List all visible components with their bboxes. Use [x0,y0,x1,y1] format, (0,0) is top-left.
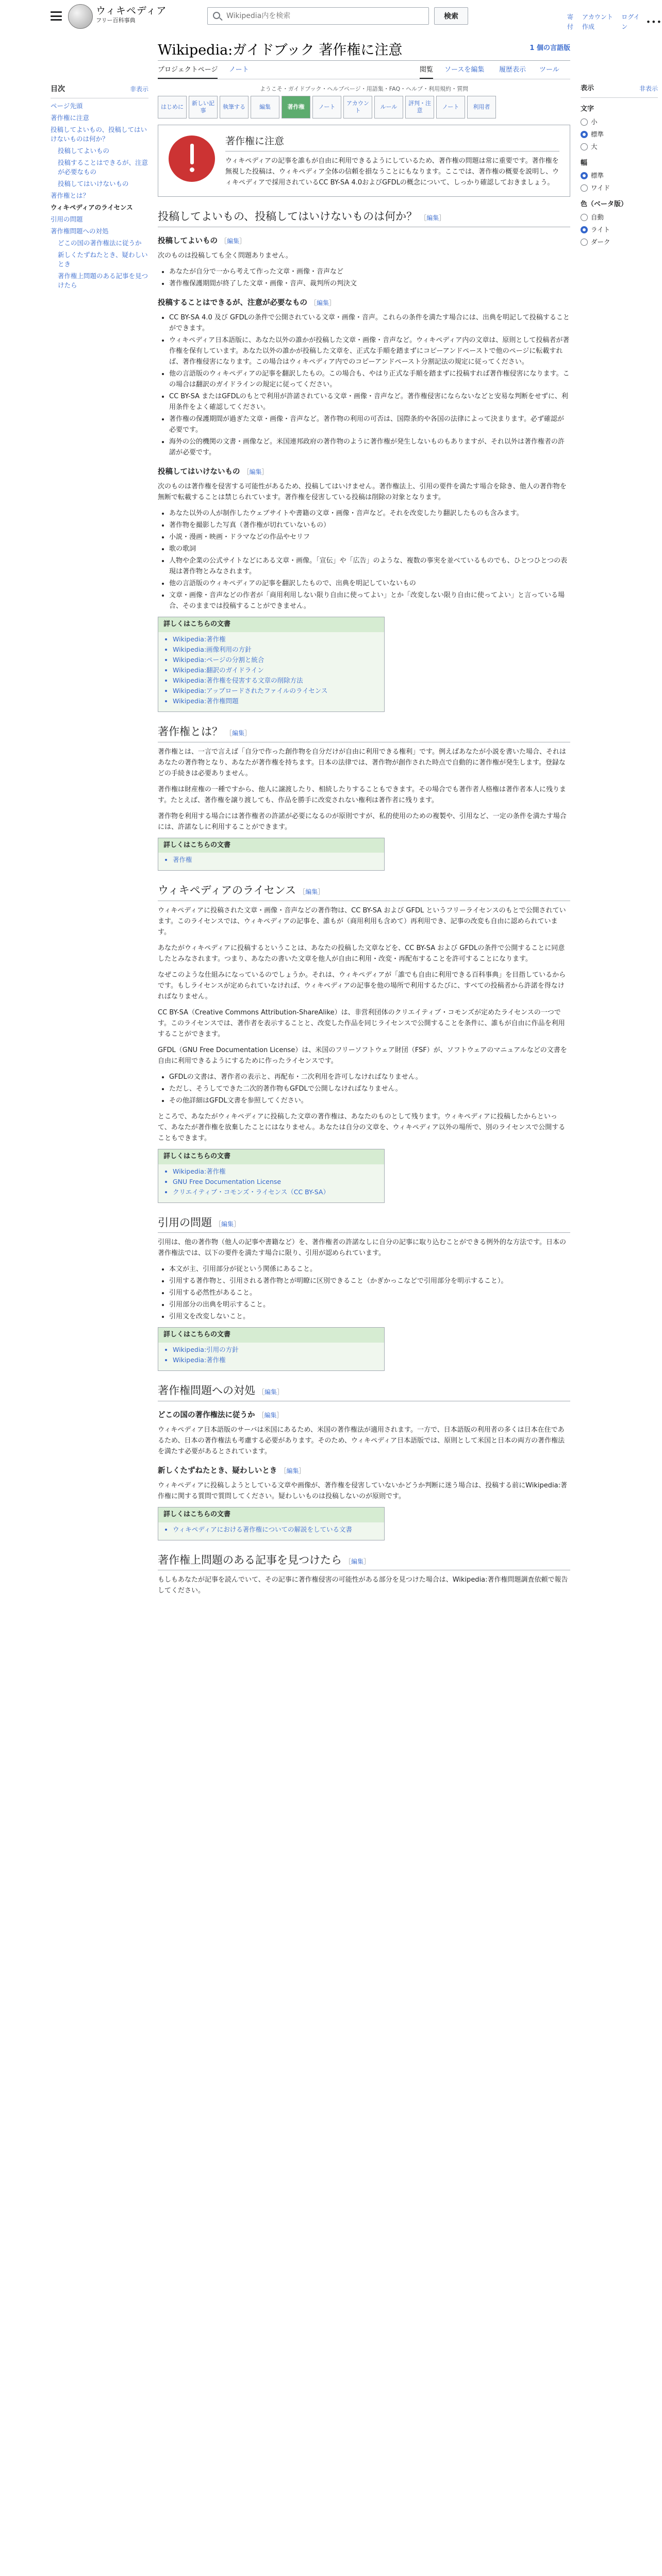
section-heading: 引用の問題 ［編集］ [158,1214,570,1233]
edit-link[interactable]: 編集 [221,1220,234,1228]
see-also-box [158,617,385,712]
search-box [207,7,429,25]
toc-item[interactable]: ウィキペディアのライセンス [51,204,133,212]
logo-subtitle: フリー百科事典 [96,17,136,24]
edit-link[interactable]: 編集 [264,1388,277,1396]
main-content [158,33,570,1601]
guide-tab[interactable]: ルール [374,96,403,118]
appearance-option-label: ダーク [591,238,610,246]
toc-item[interactable]: 新しくたずねたとき、疑わしいとき [58,251,148,268]
toc-hide-button[interactable]: 非表示 [129,85,148,93]
site-header [0,0,662,33]
edit-link[interactable]: 編集 [305,888,318,896]
list-item: • あなたが自分で一から考えて作った文章・画像・音声など [169,266,570,277]
appearance-group-label: 幅 [581,159,588,167]
edit-link[interactable]: 編集 [227,237,240,245]
intro-title: 著作権に注意 [225,135,285,147]
appearance-option-label: ワイド [591,184,610,192]
paragraph: もしもあなたが記事を読んでいて、その記事に著作権侵害の可能性がある部分を見つけた場合は、Wikipedia:著作権問題調査依頼で報告してください。 [158,1576,568,1595]
page-tabs [158,61,570,79]
guide-tab[interactable]: はじめに [158,96,187,118]
toc-title: 目次 [51,85,65,93]
article-body [158,208,570,1596]
edit-link[interactable]: 編集 [232,729,245,737]
see-also-title: 詳しくはこちらの文書 [158,1328,384,1343]
appearance-option-label: 標準 [591,130,604,138]
user-links [567,12,662,32]
radio-button[interactable] [581,214,588,221]
list-item: • CC BY-SA またはGFDLのもとで利用が許諾されている文章・画像・音声など。著作権侵害にならないなどと安易な判断をせずに、利用条件をよく確認してください。 [169,391,570,413]
paragraph: ウィキペディアに投稿された文章・画像・音声などの著作物は、CC BY-SA および GFDL というフリーライセンスのもとで公開されています。このライセンスでは、ウィキペディアの記事を、誰もが（商用利用も含めて）再利用でき、記事の改変も自由に認められています。 [158,906,566,936]
radio-button[interactable] [581,184,588,192]
appearance-option-label: 自動 [591,213,604,222]
tab-tools[interactable]: ツール [539,66,559,74]
section-heading: 著作権問題への対処 ［編集］ [158,1382,570,1401]
toc-item[interactable]: 著作権に注意 [51,114,90,122]
see-also-list [158,1166,384,1200]
paragraph: ところで、あなたがウィキペディアに投稿した文章の著作権は、あなたのものとして残ります。ウィキペディアに投稿したからといって、あなたが著作権を放棄したことにはなりません。あなたは自分の文章を、ウィキペディア以外の場所で、別のライセンスで公開することもできます。 [158,1112,566,1142]
edit-section-link[interactable]: ［編集］ [310,299,336,307]
language-button[interactable]: 1 個の言語版 [529,44,570,52]
appearance-option-label: 大 [591,142,598,150]
appearance-option-label: 小 [591,117,598,126]
tab-history[interactable]: 履歴表示 [499,66,526,74]
intro-text: ウィキペディアの記事を誰もが自由に利用できるようにしているため、著作権の問題は常に重要です。著作権を無視した投稿は、ウィキペディア全体の信頼を損なうことにもなります。ここでは、著作権の概要を説明し、ウィキペディアで採用されているCC BY-SA 4.0およびGFDLの概念について、しっかり確認しておきましょう。 [225,157,559,187]
list-item: • 人物や企業の公式サイトなどにある文章・画像。「宣伝」や「広告」のような、複数の事実を並べているものでも、ひとつひとつの表現は著作物とみなされます。 [169,555,570,577]
tab-talk[interactable]: ノート [229,66,249,74]
edit-section-link[interactable]: ［編集］ [345,1557,370,1565]
table-of-contents [51,83,148,293]
list-item: • 歌の歌詞 [169,544,570,554]
paragraph: あなたがウィキペディアに投稿するということは、あなたの投稿した文章などを、CC BY-SA および GFDLの条件で公開することに同意したとみなされます。つまり、あなたの書いた文章を他人が自由に利用・改変・再配布することを許可することになります。 [158,944,565,963]
toc-item[interactable]: 投稿することはできるが、注意が必要なもの [58,159,148,176]
radio-button[interactable] [581,118,588,126]
edit-section-link[interactable]: ［編集］ [299,888,324,896]
page-title: Wikipedia:ガイドブック 著作権に注意 [158,42,403,58]
appearance-group [581,199,658,247]
appearance-hide-button[interactable]: 非表示 [639,84,658,92]
paragraph: 著作権とは、一言で言えば「自分で作った創作物を自分だけが自由に利用できる権利」です。例えばあなたが小説を書いた場合、それはあなたの著作物となり、あなたが著作権を持ちます。日本の法律では、著作物が創作された時点で自動的に著作権が発生します。登録などの手続きは必要ありません。 [158,748,566,777]
toc-item[interactable]: 引用の問題 [51,215,83,224]
radio-button[interactable] [581,131,588,138]
see-also-title: 詳しくはこちらの文書 [158,1507,384,1522]
subsection-heading: どこの国の著作権法に従うか ［編集］ [158,1411,283,1419]
appearance-option[interactable] [581,117,658,127]
main-menu-icon[interactable] [51,11,62,21]
guide-tab[interactable]: 評判・注意 [405,96,434,118]
guide-tab[interactable]: 執筆する [220,96,249,118]
see-also-link[interactable]: • Wikipedia:引用の方針 [173,1345,379,1355]
list-item: • 文章・画像・音声などの作者が「商用利用しない限り自由に使ってよい」とか「改変しない限り自由に使ってよい」と言っている場合、そのままでは投稿することができません。 [169,590,570,612]
edit-link[interactable]: 編集 [286,1467,299,1475]
list-item: • 他の言語版のウィキペディアの記事を翻訳したもの。この場合も、やはり正式な手順を踏まずに投稿すれば著作権侵害になります。この場合は翻訳のガイドラインの規定に従ってください。 [169,368,570,390]
wikipedia-globe-icon[interactable] [68,4,93,29]
toc-item[interactable]: ページ先頭 [51,102,83,110]
see-also-link[interactable]: • Wikipedia:著作権問題 [173,696,379,706]
see-also-box [158,1149,385,1203]
more-options-icon[interactable]: ••• [646,17,662,27]
guide-tab[interactable]: アカウント [343,96,372,118]
appearance-panel [581,83,658,249]
appearance-option-label: ライト [591,226,610,234]
section-heading: 投稿してよいもの、投稿してはいけないものは何か？ ［編集］ [158,208,570,227]
toc-item[interactable]: 著作権とは？ [51,192,90,200]
see-also-list [158,855,384,868]
edit-section-link[interactable]: ［編集］ [280,1467,305,1475]
appearance-group [581,158,658,194]
paragraph: GFDL（GNU Free Documentation License）は、米国のフリーソフトウェア財団（FSF）が、ソフトウェアのマニュアルなどの文書を自由に利用できるようにするために作ったライセンスです。 [158,1046,567,1065]
list-item: • 著作権の保護期間が過ぎた文章・画像・音声など。著作物の利用の可否は、国際条約や各国の法律によって決まります。必ず確認が必要です。 [169,414,570,435]
paragraph: 著作物を利用する場合には著作権者の許諾が必要になるのが原則ですが、私的使用のための複製や、引用など、一定の条件を満たす場合には、許諾なしに利用することができます。 [158,812,567,831]
paragraph: 次のものは著作権を侵害する可能性があるため、投稿してはいけません。著作権法上、引用の要件を満たす場合を除き、他人の著作物を無断で転載することは禁じられています。著作権を侵害している投稿は削除の対象となります。 [158,483,567,502]
guidebook-tabs [158,96,570,118]
see-also-title: 詳しくはこちらの文書 [158,617,384,632]
edit-section-link[interactable]: ［編集］ [221,237,246,245]
list-item: • ウィキペディア日本語版に、あなた以外の誰かが投稿した文章・画像・音声など。ウィキペディア内の文章は、原則として投稿者が著作権を保有しています。あなた以外の誰かが投稿した文章を、正式な手順を踏まずにコピーアンドペーストで他のページに転載すれば、著作権侵害になります。この場合はウィキペディア内でのコピーアンドペースト分割記法の規定に従ってください。 [169,335,570,367]
see-also-link[interactable]: • 著作権 [173,855,379,865]
appearance-option[interactable] [581,237,658,247]
search-icon [213,12,220,19]
edit-section-link[interactable]: ［編集］ [226,729,251,737]
paragraph: ウィキペディア日本語版のサーバは米国にあるため、米国の著作権法が適用されます。一方で、日本語版の利用者の多くは日本在住であるため、日本の著作権法も考慮する必要があります。そのため、ウィキペディア日本語版では、原則として米国と日本の両方の著作権法を満たす必要があるとされています。 [158,1426,565,1455]
appearance-option-label: 標準 [591,172,604,180]
list-item: • 著作物を撮影した写真（著作権が切れていないもの） [169,520,570,531]
toc-item[interactable]: 投稿してよいもの [58,147,110,155]
section-heading: 著作権とは？ ［編集］ [158,723,570,742]
toc-list [51,101,148,290]
edit-link[interactable]: 編集 [317,299,329,307]
see-also-link[interactable]: • クリエイティブ・コモンズ・ライセンス（CC BY-SA） [173,1187,379,1197]
bullet-list [158,1264,570,1322]
see-also-link[interactable]: • Wikipedia:著作権 [173,1166,379,1177]
list-item: • 引用部分の出典を明示すること。 [169,1299,570,1310]
list-item: • 海外の公的機関の文書・画像など。米国連邦政府の著作物のように著作権が発生しないものもありますが、それ以外は著作権者の許諾が必要です。 [169,436,570,458]
edit-section-link[interactable]: ［編集］ [215,1220,240,1228]
see-also-title: 詳しくはこちらの文書 [158,838,384,853]
radio-button[interactable] [581,143,588,150]
see-also-link[interactable]: • Wikipedia:アップロードされたファイルのライセンス [173,686,379,696]
appearance-option[interactable] [581,171,658,181]
list-item: • 小説・漫画・映画・ドラマなどの作品やセリフ [169,532,570,543]
see-also-link[interactable]: • Wikipedia:翻訳のガイドライン [173,665,379,675]
toc-item[interactable]: 投稿してはいけないもの [58,180,129,188]
see-also-link[interactable]: • Wikipedia:著作権 [173,1355,379,1365]
section-heading: 著作権上問題のある記事を見つけたら ［編集］ [158,1552,570,1571]
tab-project-page[interactable]: プロジェクトページ [158,65,218,79]
edit-section-link[interactable]: ［編集］ [420,214,445,222]
list-item: • CC BY-SA 4.0 及び GFDLの条件で公開されている文章・画像・音声。これらの条件を満たす場合には、出典を明記して投稿することができます。 [169,312,570,334]
edit-link[interactable]: 編集 [351,1557,364,1565]
search-input[interactable] [225,10,421,22]
login-link[interactable]: ログイン [621,13,640,31]
edit-section-link[interactable]: ［編集］ [258,1411,283,1419]
list-item: • 引用する必然性があること。 [169,1287,570,1298]
see-also-link[interactable]: • GNU Free Documentation License [173,1177,379,1187]
list-item: • ただし、そうしてできた二次的著作物もGFDLで公開しなければなりません。 [169,1083,570,1094]
list-item: • その他詳細はGFDL文書を参照してください。 [169,1095,570,1106]
appearance-group [581,104,658,152]
donate-link[interactable]: 寄付 [567,13,574,31]
appearance-option[interactable] [581,212,658,223]
see-also-list [158,1345,384,1368]
appearance-title: 表示 [581,84,594,92]
section-heading: ウィキペディアのライセンス ［編集］ [158,882,570,901]
appearance-group-label: 色（ベータ版） [581,200,628,209]
guide-tab[interactable]: 著作権 [282,96,310,118]
guide-tab[interactable]: ノート [436,96,465,118]
paragraph: CC BY-SA（Creative Commons Attribution-ShareAlike）は、非営利団体のクリエイティブ・コモンズが定めたライセンスの一つです。このライセンスでは、著作者を表示することと、改変した作品を同じライセンスで公開することを条件に、誰もが自由に作品を利用することができます。 [158,1008,565,1038]
bullet-list [158,312,570,458]
see-also-link[interactable]: • ウィキペディアにおける著作権についての解説をしている文書 [173,1524,379,1535]
appearance-option[interactable] [581,142,658,152]
search-button[interactable]: 検索 [434,7,468,25]
toc-item[interactable]: 著作権問題への対処 [51,227,109,235]
see-also-list [158,634,384,709]
guide-tab[interactable]: ノート [312,96,341,118]
see-also-list [158,1524,384,1538]
list-item: • あなた以外の人が制作したウェブサイトや書籍の文章・画像・音声など。それを改変したり翻訳したものも含みます。 [169,508,570,519]
radio-button[interactable] [581,172,588,179]
radio-button[interactable] [581,239,588,246]
see-also-link[interactable]: • Wikipedia:著作権を侵害する文章の削除方法 [173,675,379,686]
paragraph: 著作権は財産権の一種ですから、他人に譲渡したり、相続したりすることもできます。その場合でも著作者人格権は著作者本人に残ります。たとえば、著作権を譲り渡しても、作品を勝手に改変されない権利は著作者に残ります。 [158,785,566,804]
see-also-link[interactable]: • Wikipedia:著作権 [173,634,379,645]
list-item: • 他の言語版のウィキペディアの記事を翻訳したもので、出典を明記していないもの [169,578,570,589]
edit-link[interactable]: 編集 [426,214,439,222]
subsection-heading: 投稿することはできるが、注意が必要なもの ［編集］ [158,298,336,307]
guide-tab[interactable]: 利用者 [467,96,496,118]
appearance-group-label: 文字 [581,105,594,113]
subsection-heading: 投稿してはいけないもの ［編集］ [158,467,268,476]
bullet-list [158,1072,570,1106]
paragraph: 次のものは投稿しても全く問題ありません。 [158,251,292,260]
toc-item[interactable]: どこの国の著作権法に従うか [58,239,142,247]
see-also-box [158,838,385,871]
site-logo[interactable] [96,5,167,25]
guide-tab[interactable]: 新しい記事 [189,96,218,118]
see-also-title: 詳しくはこちらの文書 [158,1149,384,1164]
list-item: • 引用する著作物と、引用される著作物とが明瞭に区別できること（かぎかっこなどで引用部分を明示すること）。 [169,1276,570,1286]
list-item: • 著作権保護期間が終了した文章・画像・音声、裁判所の判決文 [169,278,570,289]
paragraph: なぜこのような仕組みになっているのでしょうか。それは、ウィキペディアが「誰でも自由に利用できる百科事典」を目指しているからです。もしライセンスが定められていなければ、ウィキペディアの記事を他の場所で利用するたびに、すべての投稿者から許諾を得なければなりません。 [158,971,566,1001]
see-also-link[interactable]: • Wikipedia:画像利用の方針 [173,645,379,655]
appearance-option[interactable] [581,183,658,193]
edit-section-link[interactable]: ［編集］ [258,1388,284,1396]
list-item: • 本文が主、引用部分が従という関係にあること。 [169,1264,570,1275]
list-item: • GFDLの文書は、著作者の表示と、再配布・二次利用を許可しなければなりません。 [169,1072,570,1082]
edit-link[interactable]: 編集 [264,1411,277,1419]
see-also-box [158,1327,385,1371]
guide-shortcut-bar: ようこそ・ガイドブック・ヘルプページ・用語集・FAQ・ヘルプ・利用規約・質問 [259,86,469,92]
list-item: • 引用文を改変しないこと。 [169,1311,570,1322]
bullet-list [158,266,570,289]
subsection-heading: 投稿してよいもの ［編集］ [158,236,246,245]
guide-tab[interactable]: 編集 [251,96,279,118]
toc-item[interactable]: 著作権上問題のある記事を見つけたら [58,272,148,290]
logo-title: ウィキペディア [96,5,167,16]
radio-button[interactable] [581,226,588,233]
tab-read[interactable]: 閲覧 [420,65,433,79]
subsection-heading: 新しくたずねたとき、疑わしいとき ［編集］ [158,1466,305,1475]
appearance-option[interactable] [581,225,658,235]
bullet-list [158,508,570,612]
paragraph: 引用は、他の著作物（他人の記事や書籍など）を、著作権者の許諾なしに自分の記事に取り込むことができる例外的な方法です。日本の著作権法では、以下の要件を満たす場合に限り、引用が認められています。 [158,1239,566,1258]
tab-edit-source[interactable]: ソースを編集 [444,66,485,74]
intro-box [158,125,570,197]
toc-item[interactable]: 投稿してよいもの、投稿してはいけないものは何か？ [51,126,147,143]
create-account-link[interactable]: アカウント作成 [582,13,613,31]
see-also-box [158,1507,385,1540]
edit-link[interactable]: 編集 [249,468,262,476]
see-also-link[interactable]: • Wikipedia:ページの分割と統合 [173,655,379,665]
edit-section-link[interactable]: ［編集］ [243,468,268,476]
warning-icon [169,135,215,182]
paragraph: ウィキペディアに投稿しようとしている文章や画像が、著作権を侵害していないかどうか判断に迷う場合は、投稿する前にWikipedia:著作権に関する質問で質問してください。疑わしいものは投稿しないのが原則です。 [158,1482,567,1501]
appearance-option[interactable] [581,129,658,140]
